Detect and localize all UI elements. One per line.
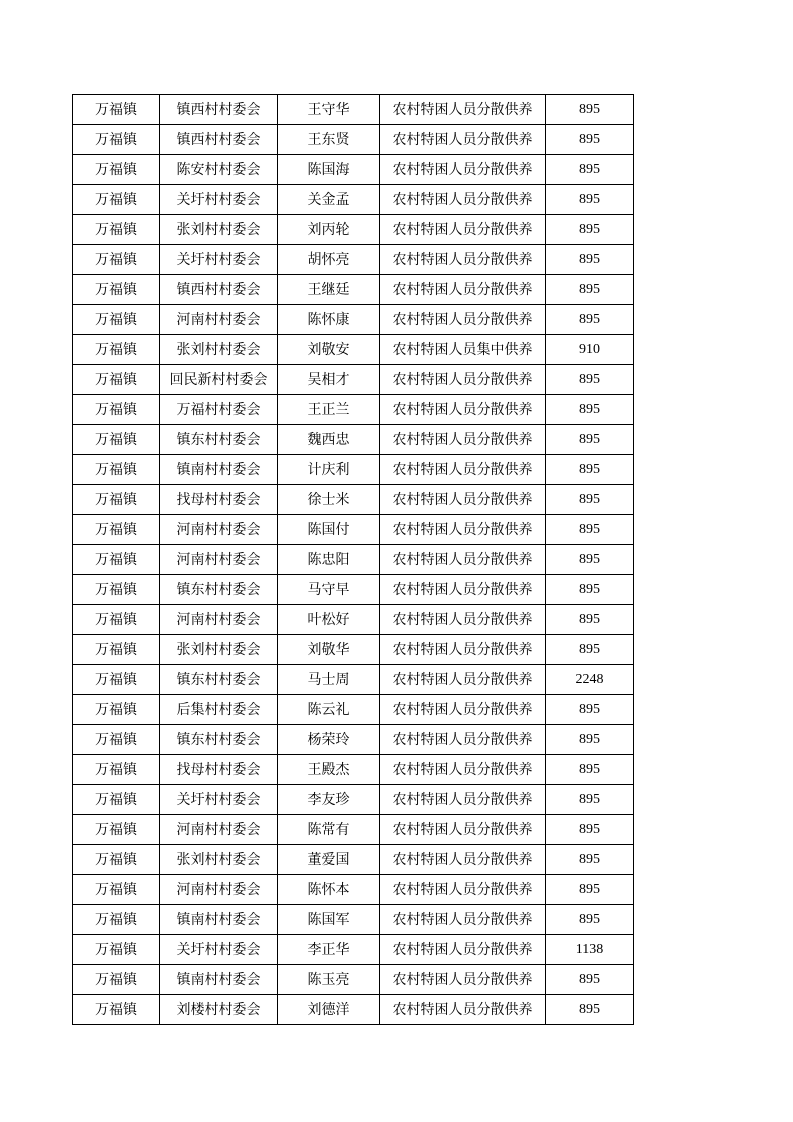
person-name-cell: 刘丙轮 [278,215,380,245]
relief-category-cell: 农村特困人员分散供养 [380,215,546,245]
person-name-cell: 马守早 [278,575,380,605]
amount-cell: 895 [546,965,634,995]
village-committee-cell: 河南村村委会 [160,605,278,635]
table-row [73,365,634,395]
village-committee-cell: 河南村村委会 [160,815,278,845]
table-row [73,965,634,995]
table-row [73,335,634,365]
table-row [73,155,634,185]
person-name-cell: 王殿杰 [278,755,380,785]
relief-category-cell: 农村特困人员分散供养 [380,155,546,185]
relief-category-cell: 农村特困人员分散供养 [380,455,546,485]
person-name-cell: 陈国付 [278,515,380,545]
relief-category-cell: 农村特困人员分散供养 [380,935,546,965]
amount-cell: 895 [546,305,634,335]
person-name-cell: 马士周 [278,665,380,695]
village-committee-cell: 找母村村委会 [160,485,278,515]
township-cell: 万福镇 [73,935,160,965]
village-committee-cell: 关圩村村委会 [160,935,278,965]
village-committee-cell: 陈安村村委会 [160,155,278,185]
relief-category-cell: 农村特困人员分散供养 [380,965,546,995]
relief-category-cell: 农村特困人员分散供养 [380,845,546,875]
township-cell: 万福镇 [73,665,160,695]
person-name-cell: 陈玉亮 [278,965,380,995]
amount-cell: 895 [546,245,634,275]
table-row [73,815,634,845]
relief-category-cell: 农村特困人员分散供养 [380,725,546,755]
table-row [73,635,634,665]
person-name-cell: 杨荣玲 [278,725,380,755]
relief-category-cell: 农村特困人员分散供养 [380,995,546,1025]
village-committee-cell: 关圩村村委会 [160,245,278,275]
township-cell: 万福镇 [73,755,160,785]
relief-category-cell: 农村特困人员集中供养 [380,335,546,365]
township-cell: 万福镇 [73,995,160,1025]
relief-category-cell: 农村特困人员分散供养 [380,815,546,845]
table-row [73,515,634,545]
table-row [73,665,634,695]
person-name-cell: 胡怀亮 [278,245,380,275]
relief-category-cell: 农村特困人员分散供养 [380,185,546,215]
amount-cell: 895 [546,185,634,215]
amount-cell: 895 [546,95,634,125]
township-cell: 万福镇 [73,695,160,725]
amount-cell: 895 [546,125,634,155]
village-committee-cell: 张刘村村委会 [160,845,278,875]
table-row [73,605,634,635]
person-name-cell: 董爱国 [278,845,380,875]
person-name-cell: 李正华 [278,935,380,965]
table-row [73,725,634,755]
village-committee-cell: 河南村村委会 [160,545,278,575]
table-row [73,455,634,485]
township-cell: 万福镇 [73,845,160,875]
village-committee-cell: 刘楼村村委会 [160,995,278,1025]
village-committee-cell: 张刘村村委会 [160,335,278,365]
village-committee-cell: 镇南村村委会 [160,905,278,935]
person-name-cell: 王正兰 [278,395,380,425]
person-name-cell: 吴相才 [278,365,380,395]
township-cell: 万福镇 [73,335,160,365]
amount-cell: 895 [546,755,634,785]
amount-cell: 895 [546,695,634,725]
relief-category-cell: 农村特困人员分散供养 [380,575,546,605]
table-row [73,425,634,455]
relief-category-cell: 农村特困人员分散供养 [380,875,546,905]
amount-cell: 895 [546,155,634,185]
township-cell: 万福镇 [73,635,160,665]
table-row [73,755,634,785]
amount-cell: 895 [546,845,634,875]
person-name-cell: 刘德洋 [278,995,380,1025]
amount-cell: 895 [546,575,634,605]
relief-category-cell: 农村特困人员分散供养 [380,95,546,125]
amount-cell: 895 [546,275,634,305]
relief-roster-body [73,95,634,1025]
table-row [73,905,634,935]
township-cell: 万福镇 [73,785,160,815]
table-row [73,485,634,515]
relief-category-cell: 农村特困人员分散供养 [380,395,546,425]
village-committee-cell: 镇西村村委会 [160,275,278,305]
person-name-cell: 叶松好 [278,605,380,635]
relief-category-cell: 农村特困人员分散供养 [380,905,546,935]
township-cell: 万福镇 [73,725,160,755]
table-row [73,245,634,275]
table-row [73,995,634,1025]
township-cell: 万福镇 [73,125,160,155]
township-cell: 万福镇 [73,815,160,845]
relief-category-cell: 农村特困人员分散供养 [380,665,546,695]
table-row [73,935,634,965]
amount-cell: 895 [546,485,634,515]
person-name-cell: 关金孟 [278,185,380,215]
amount-cell: 895 [546,425,634,455]
amount-cell: 895 [546,455,634,485]
person-name-cell: 陈国海 [278,155,380,185]
township-cell: 万福镇 [73,365,160,395]
township-cell: 万福镇 [73,545,160,575]
amount-cell: 895 [546,995,634,1025]
table-row [73,575,634,605]
village-committee-cell: 张刘村村委会 [160,215,278,245]
person-name-cell: 陈国军 [278,905,380,935]
relief-category-cell: 农村特困人员分散供养 [380,605,546,635]
township-cell: 万福镇 [73,155,160,185]
person-name-cell: 陈怀康 [278,305,380,335]
village-committee-cell: 回民新村村委会 [160,365,278,395]
relief-category-cell: 农村特困人员分散供养 [380,545,546,575]
person-name-cell: 李友珍 [278,785,380,815]
relief-category-cell: 农村特困人员分散供养 [380,275,546,305]
amount-cell: 2248 [546,665,634,695]
amount-cell: 895 [546,515,634,545]
table-row [73,95,634,125]
amount-cell: 895 [546,815,634,845]
amount-cell: 895 [546,395,634,425]
village-committee-cell: 河南村村委会 [160,515,278,545]
relief-category-cell: 农村特困人员分散供养 [380,365,546,395]
relief-category-cell: 农村特困人员分散供养 [380,425,546,455]
township-cell: 万福镇 [73,425,160,455]
person-name-cell: 陈忠阳 [278,545,380,575]
relief-category-cell: 农村特困人员分散供养 [380,635,546,665]
table-row [73,275,634,305]
table-row [73,185,634,215]
table-row [73,695,634,725]
township-cell: 万福镇 [73,185,160,215]
amount-cell: 895 [546,605,634,635]
village-committee-cell: 镇南村村委会 [160,965,278,995]
table-row [73,875,634,905]
person-name-cell: 王守华 [278,95,380,125]
relief-category-cell: 农村特困人员分散供养 [380,785,546,815]
township-cell: 万福镇 [73,485,160,515]
village-committee-cell: 镇东村村委会 [160,725,278,755]
village-committee-cell: 后集村村委会 [160,695,278,725]
township-cell: 万福镇 [73,305,160,335]
township-cell: 万福镇 [73,905,160,935]
village-committee-cell: 万福村村委会 [160,395,278,425]
amount-cell: 1138 [546,935,634,965]
township-cell: 万福镇 [73,605,160,635]
relief-category-cell: 农村特困人员分散供养 [380,755,546,785]
village-committee-cell: 找母村村委会 [160,755,278,785]
person-name-cell: 陈常有 [278,815,380,845]
person-name-cell: 计庆利 [278,455,380,485]
village-committee-cell: 张刘村村委会 [160,635,278,665]
person-name-cell: 刘敬华 [278,635,380,665]
person-name-cell: 王东贤 [278,125,380,155]
village-committee-cell: 镇南村村委会 [160,455,278,485]
village-committee-cell: 镇东村村委会 [160,575,278,605]
township-cell: 万福镇 [73,275,160,305]
table-row [73,545,634,575]
amount-cell: 895 [546,215,634,245]
table-row [73,125,634,155]
relief-roster-table [72,94,634,1025]
township-cell: 万福镇 [73,245,160,275]
village-committee-cell: 镇西村村委会 [160,95,278,125]
relief-category-cell: 农村特困人员分散供养 [380,695,546,725]
amount-cell: 895 [546,635,634,665]
table-row [73,305,634,335]
person-name-cell: 陈怀本 [278,875,380,905]
village-committee-cell: 河南村村委会 [160,875,278,905]
township-cell: 万福镇 [73,95,160,125]
amount-cell: 895 [546,905,634,935]
village-committee-cell: 河南村村委会 [160,305,278,335]
amount-cell: 895 [546,545,634,575]
table-row [73,395,634,425]
village-committee-cell: 镇东村村委会 [160,425,278,455]
relief-category-cell: 农村特困人员分散供养 [380,515,546,545]
table-row [73,215,634,245]
relief-category-cell: 农村特困人员分散供养 [380,125,546,155]
amount-cell: 895 [546,725,634,755]
village-committee-cell: 镇东村村委会 [160,665,278,695]
relief-category-cell: 农村特困人员分散供养 [380,305,546,335]
amount-cell: 895 [546,875,634,905]
township-cell: 万福镇 [73,215,160,245]
village-committee-cell: 镇西村村委会 [160,125,278,155]
person-name-cell: 徐士米 [278,485,380,515]
person-name-cell: 王继廷 [278,275,380,305]
township-cell: 万福镇 [73,395,160,425]
table-row [73,785,634,815]
township-cell: 万福镇 [73,965,160,995]
person-name-cell: 陈云礼 [278,695,380,725]
township-cell: 万福镇 [73,455,160,485]
relief-category-cell: 农村特困人员分散供养 [380,485,546,515]
village-committee-cell: 关圩村村委会 [160,185,278,215]
relief-category-cell: 农村特困人员分散供养 [380,245,546,275]
person-name-cell: 刘敬安 [278,335,380,365]
township-cell: 万福镇 [73,515,160,545]
township-cell: 万福镇 [73,875,160,905]
village-committee-cell: 关圩村村委会 [160,785,278,815]
person-name-cell: 魏西忠 [278,425,380,455]
township-cell: 万福镇 [73,575,160,605]
table-row [73,845,634,875]
amount-cell: 895 [546,365,634,395]
amount-cell: 895 [546,785,634,815]
amount-cell: 910 [546,335,634,365]
